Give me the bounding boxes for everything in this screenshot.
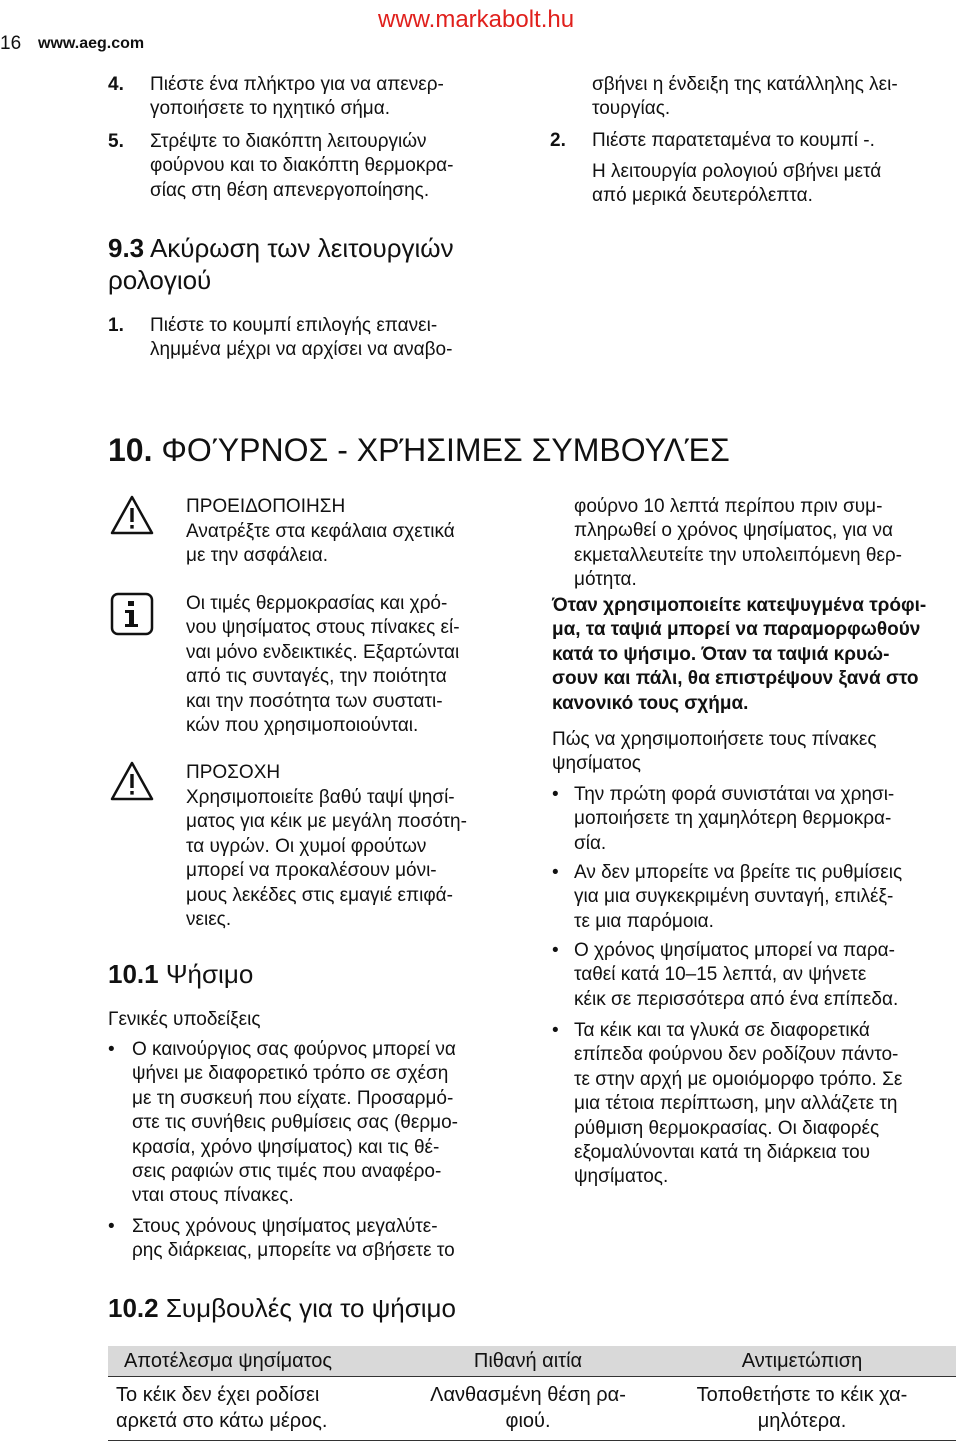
table-cell: Λανθασμένη θέση ρα- φιού. (430, 1384, 626, 1432)
section-title: Συμβουλές για το ψήσιμο (158, 1293, 456, 1323)
column-header: Αποτέλεσμα ψησίματος (108, 1346, 408, 1376)
section-heading (108, 958, 528, 990)
continued-text: σβήνει η ένδειξη της κατάλληλης λει- τουργίας. (592, 74, 898, 120)
warning-title: ΠΡΟΕΙΔΟΠΟΙΗΣΗ (186, 496, 346, 517)
section-number: 10.2 (108, 1293, 159, 1323)
bullet-text: Ο καινούργιος σας φούρνος μπορεί να ψήνει με διαφορετικό τρόπο σε σχέση με τη συσκευή που είχατε. Προσαρμό- στε τις συνήθεις ρυθμίσεις σας (θερμο- κρασία, χρόνο ψησίματος) και τις θέ- σεις ραφιών στις τιμές που αναφέρο- νται στους πίνακες. (132, 1039, 458, 1207)
step-number: 2. (550, 130, 566, 151)
watermark-url[interactable]: www.markabolt.hu (378, 6, 575, 33)
chapter-number: 10. (108, 432, 153, 468)
step-text: Πιέστε παρατεταμένα το κουμπί -. (592, 130, 875, 151)
chapter-title: ΦΟΎΡΝΟΣ - ΧΡΉΣΙΜΕΣ ΣΥΜΒΟΥΛΈΣ (152, 432, 730, 468)
bullet-text: Τα κέικ και τα γλυκά σε διαφορετικά επίπεδα φούρνου δεν ροδίζουν πάντο- τε στην αρχή με ομοιόμορφο τρόπο. Σε μια τέτοια περίπτωση, μην αλλάζετε τη ρύθμιση θερμοκρασίας. Οι διαφορές εξομαλύνονται κατά τη διάρκεια του ψησίματος. (574, 1020, 903, 1188)
caution-text: Χρησιμοποιείτε βαθύ ταψί ψησί- ματος για κέικ με μεγάλη ποσότη- τα υγρών. Οι χυμοί φρούτων μπορεί να προκαλέσουν μόνι- μους λεκέδες στις εμαγιέ επιφά- νειες. (186, 787, 467, 931)
bullet: • (108, 1216, 115, 1237)
subheading: Πώς να χρησιμοποιήσετε τους πίνακες ψησίματος (552, 729, 877, 775)
bullet: • (552, 862, 559, 883)
column-header: Πιθανή αιτία (408, 1346, 648, 1376)
table-row (108, 1376, 956, 1434)
baking-tips-table (108, 1346, 956, 1434)
info-text: Οι τιμές θερμοκρασίας και χρό- νου ψησίματος στους πίνακες εί- ναι μόνο ενδεικτικές. Εξαρτώνται από τις συνταγές, την ποιότητα και την ποσότητα των συστατι- κών που χρησιμοποιούνται. (186, 593, 460, 737)
step-text: Πιέστε το κουμπί επιλογής επανει- λημμένα μέχρι να αρχίσει να αναβο- (150, 315, 453, 361)
step-number: 1. (108, 315, 124, 336)
bullet-text: Ο χρόνος ψησίματος μπορεί να παρα- ταθεί κατά 10–15 λεπτά, αν ψήνετε κέικ σε περισσότερα από ένα επίπεδα. (574, 940, 899, 1010)
caution-triangle-icon (110, 761, 154, 801)
bullet: • (552, 784, 559, 805)
step-text: Πιέστε ένα πλήκτρο για να απενερ- γοποιήσετε το ηχητικό σήμα. (150, 74, 444, 120)
bold-paragraph: Όταν χρησιμοποιείτε κατεψυγμένα τρόφι- μα, τα ταψιά μπορεί να παραμορφωθούν κατά το ψήσιμο. Όταν τα ταψιά κρυώ- σουν και πάλι, θα επιστρέψουν ξανά στο κανονικό τους σχήμα. (552, 595, 927, 714)
warning-triangle-icon (110, 495, 154, 535)
section-title: Ψήσιμο (158, 959, 254, 989)
section-heading (108, 1292, 708, 1324)
bullet: • (552, 1020, 559, 1041)
step-number: 5. (108, 131, 124, 152)
table-divider (108, 1376, 956, 1377)
bullet: • (108, 1039, 115, 1060)
continued-text: φούρνο 10 λεπτά περίπου πριν συμ- πληρωθεί ο χρόνος ψησίματος, για να εκμεταλλευτείτε την υπολειπόμενη θερ- μότητα. (574, 496, 903, 591)
section-number: 10.1 (108, 959, 159, 989)
subheading: Γενικές υποδείξεις (108, 1009, 261, 1030)
bullet-text: Την πρώτη φορά συνιστάται να χρησι- μοποιήσετε τη χαμηλότερη θερμοκρα- σία. (574, 784, 895, 854)
chapter-heading (108, 431, 928, 469)
warning-text: Ανατρέξτε στα κεφάλαια σχετικά με την ασφάλεια. (186, 521, 455, 567)
table-bottom-border (108, 1440, 956, 1441)
step-number: 4. (108, 74, 124, 95)
bullet-text: Αν δεν μπορείτε να βρείτε τις ρυθμίσεις για μια συγκεκριμένη συνταγή, επιλέξ- τε μια παρόμοια. (574, 862, 903, 932)
step-text: Στρέψτε το διακόπτη λειτουργιών φούρνου και το διακόπτη θερμοκρα- σίας στη θέση απενεργοποίησης. (150, 131, 454, 201)
section-title: Ακύρωση των λειτουργιών ρολογιού (108, 233, 454, 295)
bullet-text: Στους χρόνους ψησίματος μεγαλύτε- ρης διάρκειας, μπορείτε να σβήσετε το (132, 1216, 455, 1262)
section-number: 9.3 (108, 233, 145, 263)
step-subtext: Η λειτουργία ρολογιού σβήνει μετά από μερικά δευτερόλεπτα. (592, 161, 882, 207)
info-icon (110, 592, 154, 636)
caution-title: ΠΡΟΣΟΧΗ (186, 762, 281, 783)
bullet: • (552, 940, 559, 961)
table-cell: Τοποθετήστε το κέικ χα- μηλότερα. (696, 1384, 908, 1432)
page-number: 16 (0, 33, 22, 54)
site-url[interactable]: www.aeg.com (38, 35, 145, 52)
column-header: Αντιμετώπιση (648, 1346, 956, 1376)
table-cell: Το κέικ δεν έχει ροδίσει αρκετά στο κάτω μέρος. (116, 1384, 328, 1432)
table-header-row (108, 1346, 956, 1376)
section-heading (108, 232, 548, 296)
